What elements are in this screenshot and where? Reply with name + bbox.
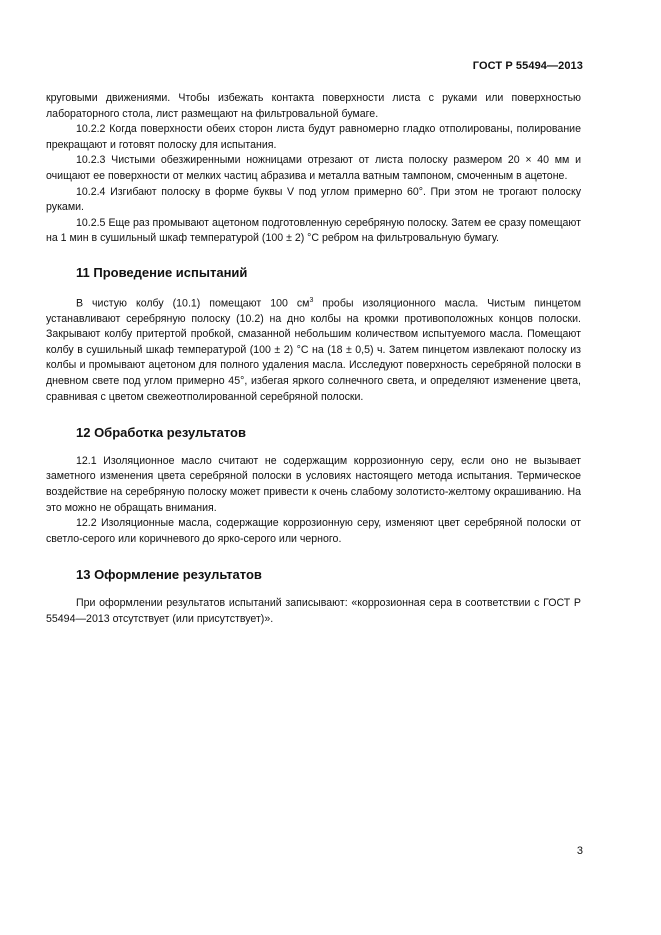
s11-text-start: В чистую колбу (10.1) помещают 100 см	[76, 297, 310, 310]
section-13-heading: 13 Оформление результатов	[76, 567, 262, 583]
section-13-paragraph: При оформлении результатов испытаний записывают: «коррозионная сера в соответствии с ГОСТ Р 55494—2013 отсутствует (или присутствует)».	[46, 596, 581, 625]
section-11-paragraph	[46, 293, 581, 406]
paragraph-10-2-3: 10.2.3 Чистыми обезжиренными ножницами отрезают от листа полоску размером 20 × 40 мм и очищают ее поверхности от мелких частиц абразива и металла ватным тампоном, смоченным в ацетоне.	[46, 154, 581, 182]
section-12-heading: 12 Обработка результатов	[76, 425, 246, 441]
s11-text-end: пробы изоляционного масла. Чистым пинцетом устанавливают серебряную полоску (10.2) на дно колбы на кромки противоположных концов полоски. Закрывают колбу притертой пробкой, смазанной небольшим количеством испытуемого масла. Помещают колбу в сушильный шкаф температурой (100 ± 2) °С на (18 ± 0,5) ч. Затем пинцетом извлекают полоску из колбы и промывают ацетоном для полного удаления масла. Исследуют поверхность серебряной полоски в дневном свете под углом примерно 45°, избегая яркого солнечного света, и определяют изменение цвета, сравнивая с цветом свежеотполированной серебряной полоски.	[46, 297, 582, 403]
document-header: ГОСТ Р 55494—2013	[472, 60, 583, 72]
page-number: 3	[576, 845, 583, 857]
paragraph-10-2-2: 10.2.2 Когда поверхности обеих сторон листа будут равномерно гладко отполированы, полирование прекращают и готовят полоску для испытания.	[46, 123, 581, 151]
cubic-superscript: 3	[309, 296, 314, 304]
continuation-paragraph: круговыми движениями. Чтобы избежать контакта поверхности листа с руками или поверхностью лабораторного стола, лист размещают на фильтровальной бумаге.	[46, 92, 581, 120]
paragraph-10-2-4: 10.2.4 Изгибают полоску в форме буквы V под углом примерно 60°. При этом не трогают полоску руками.	[46, 185, 581, 214]
section-11-heading: 11 Проведение испытаний	[76, 264, 248, 280]
document-body	[46, 91, 581, 627]
paragraph-12-2: 12.2 Изоляционные масла, содержащие коррозионную серу, изменяют цвет серебряной полоски от светло-серого или коричневого до ярко-серого или черного.	[46, 517, 581, 545]
paragraph-12-1: 12.1 Изоляционное масло считают не содержащим коррозионную серу, если оно не вызывает заметного изменения цвета серебряной полоски в условиях настоящего метода испытания. Термическое воздействие на серебряную полоску может привести к очень слабому золотисто-желтому окрашиванию. На это можно не обращать внимания.	[46, 454, 581, 514]
paragraph-10-2-5: 10.2.5 Еще раз промывают ацетоном подготовленную серебряную полоску. Затем ее сразу помещают на 1 мин в сушильный шкаф температурой (100 ± 2) °С ребром на фильтровальную бумагу.	[46, 216, 581, 245]
